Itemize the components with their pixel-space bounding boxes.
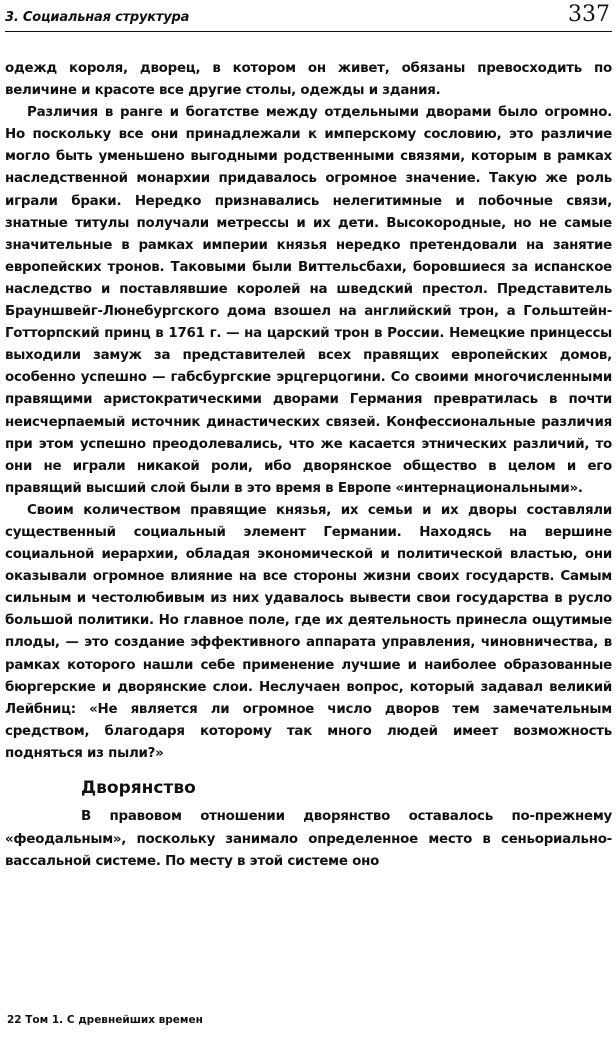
paragraph-princes: Своим количеством правящие князья, их семьи и их дворы составляли существенный социальный элемент Германии. Находясь на вершине социальной иерархии, обладая экономической и политической властью, они оказывали огромное влияние на все стороны жизни своих государств. Самым сильным и честолюбивым из них удавалось вывести свои государства в русло большой политики. Но главное поле, где их деятельность принесла ощутимые плоды, — это создание эффективного аппарата управления, чиновничества, в рамках которого нашли себе применение лучшие и наиболее образованные бюргерские и дворянские слои. Неслучаен вопрос, который задавал великий Лейбниц: «Не является ли огромное число дворов тем замечательным средством, благодаря которому так много людей имеет возможность подняться из пыли?» [5,502,612,761]
section-heading: Дворянство [81,778,196,798]
chapter-title: 3. Социальная структура [5,10,190,25]
paragraph-continuation: одежд короля, дворец, в котором он живет, обязаны превосходить по величине и красоте все другие столы, одежды и здания. [5,61,612,99]
main-text [5,58,612,765]
paragraph-ranks: Различия в ранге и богатстве между отдельными дворами было огромно. Но поскольку все они принадлежали к имперскому сословию, это различие могло быть уменьшено выгодными родственными связями, которым в рамках наследственной монархии придавалось огромное значение. Такую же роль играли браки. Нередко признавались нелегитимные и побочные связи, знатные титулы получали метрессы и их дети. Высокородные, но не самые значительные в рамках империи князья нередко претендовали на занятие европейских тронов. Таковыми были Виттельсбахи, боровшиеся за испанское наследство и поставлявшие королей на шведский престол. Представитель Брауншвейг-Люнебургского дома взошел на английский трон, а Гольштейн-Готторпский принц в 1761 г. — на царский трон в России. Немецкие принцессы выходили замуж за представителей всех правящих европейских домов, особенно успешно — габсбургские эрцгерцогини. Со своими многочисленными правящими аристократическими дворами Германия превратилась в почти неисчерпаемый источник династических связей. Конфессиональные различия при этом успешно преодолевались, что же касается этнических различий, то они не играли никакой роли, ибо дворянское общество в целом и его правящий высший слой были в это время в Европе «интернациональными». [5,105,612,496]
page-number: 337 [568,2,610,27]
section-paragraph: В правовом отношении дворянство оставалось по-прежнему «феодальным», поскольку занимало определенное место в сеньориально-вассальной системе. По месту в этой системе оно [5,809,612,869]
footer-signature: 22 Том 1. С древнейших времен [7,1014,203,1026]
running-header [5,0,612,36]
header-rule [5,31,612,32]
